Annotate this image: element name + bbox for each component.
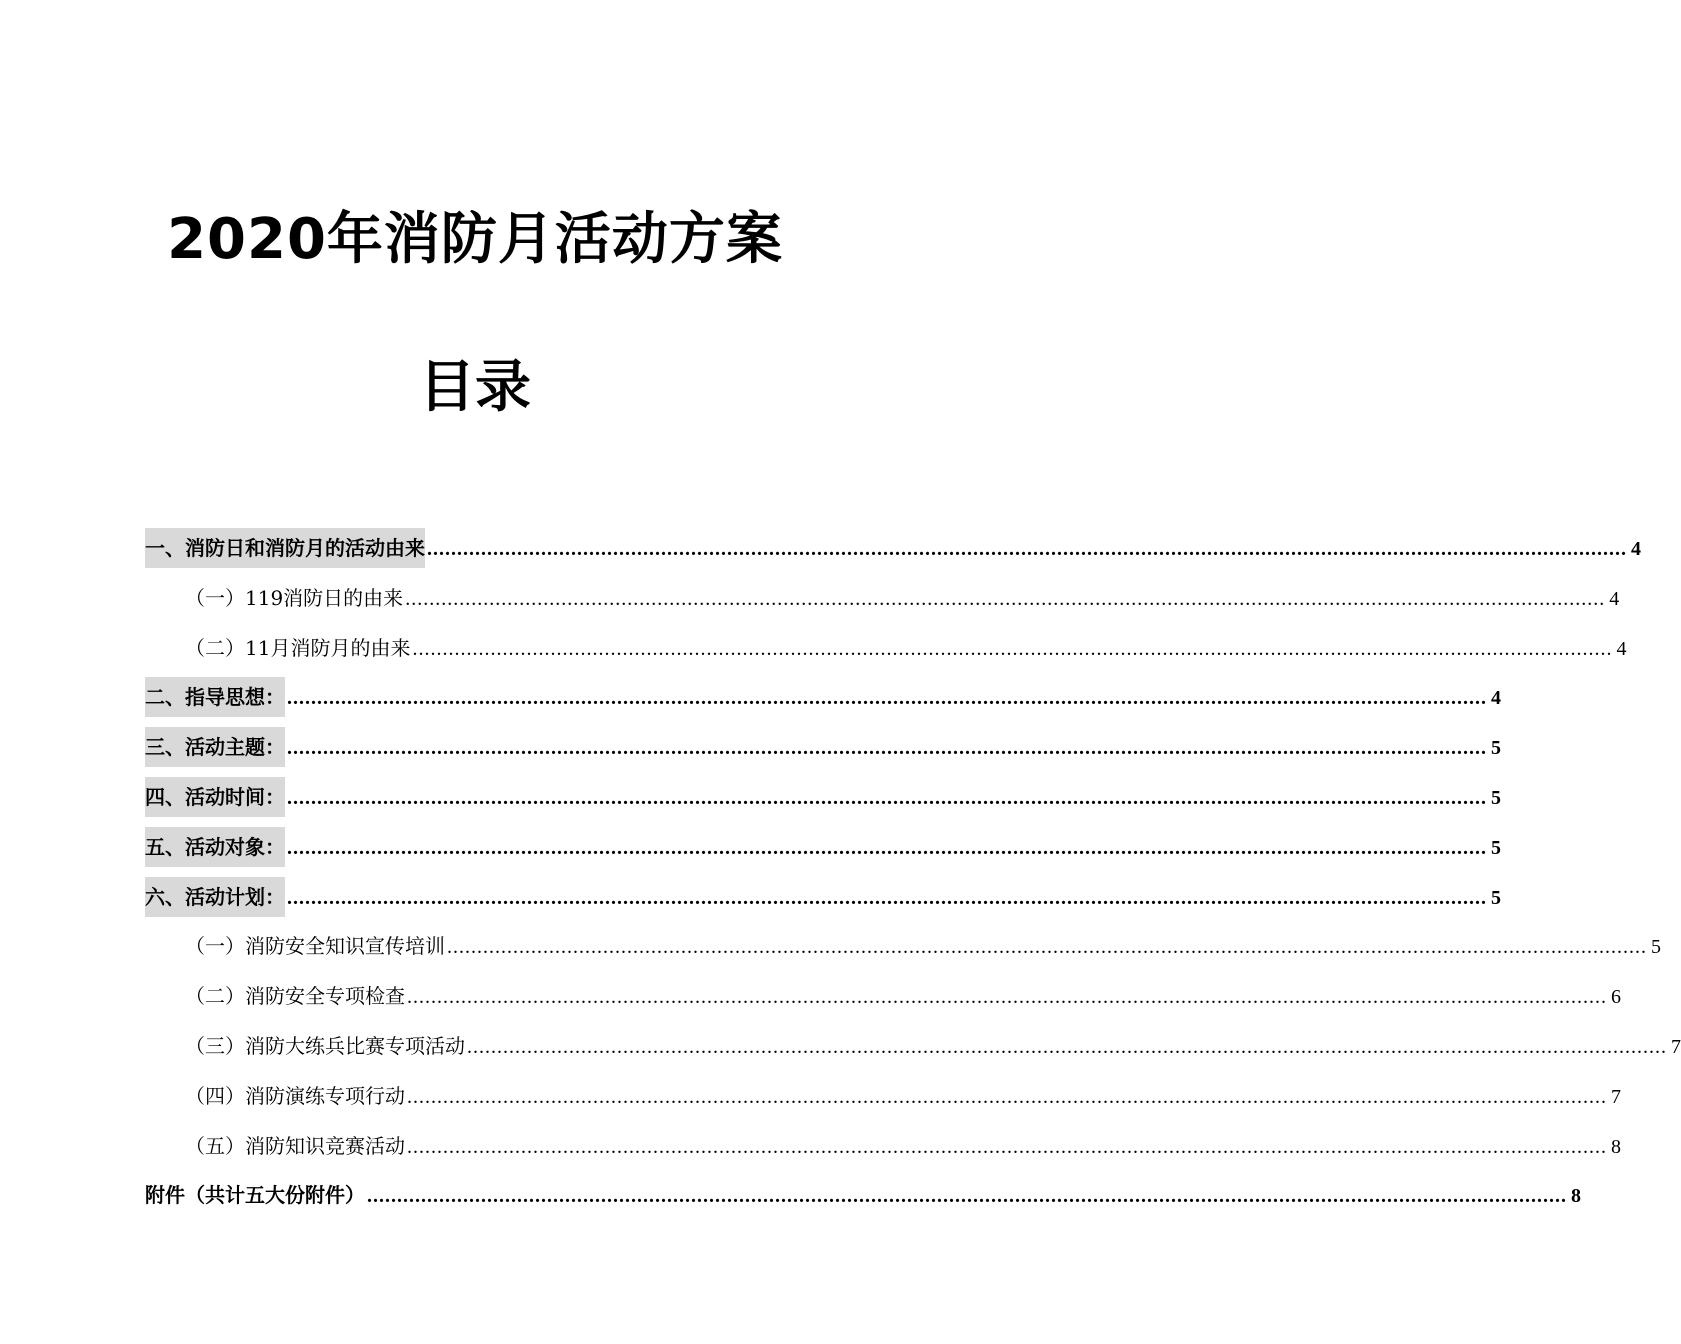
toc-page-number: 8 xyxy=(1611,1135,1621,1158)
toc-entry-label: （一）消防安全知识宣传培训 xyxy=(185,934,445,959)
toc-entry-label: （一）119消防日的由来 xyxy=(185,585,404,610)
dot-leader: ........................................................................................................................................................................................................ xyxy=(467,1035,1667,1058)
toc-entry-fire-drill[interactable] xyxy=(145,1076,1621,1126)
toc-entry-attachments[interactable] xyxy=(145,1175,1581,1225)
dot-leader: ........................................................................................................................................................................................................ xyxy=(287,836,1487,859)
dot-leader: ........................................................................................................................................................................................................ xyxy=(427,538,1627,560)
toc-entry-activity-theme[interactable] xyxy=(145,727,1501,777)
toc-page-number: 5 xyxy=(1491,836,1501,859)
toc-entry-label: 六、活动计划： xyxy=(145,877,285,917)
toc-page-number: 7 xyxy=(1671,1035,1681,1058)
toc-entry-label: 二、指导思想： xyxy=(145,677,285,717)
toc-page-number: 5 xyxy=(1491,786,1501,809)
toc-entry-label: （五）消防知识竞赛活动 xyxy=(185,1133,405,1158)
toc-entry-label: 一、消防日和消防月的活动由来 xyxy=(145,528,425,568)
toc-page-number: 4 xyxy=(1616,637,1627,660)
toc-entry-label: （三）消防大练兵比赛专项活动 xyxy=(185,1033,465,1058)
toc-entry-guiding-ideology[interactable] xyxy=(145,677,1501,727)
toc-entry-november-month[interactable] xyxy=(145,628,1627,678)
toc-page-number: 5 xyxy=(1651,936,1661,959)
toc-entry-safety-inspection[interactable] xyxy=(145,976,1621,1026)
toc-page-number: 7 xyxy=(1611,1085,1621,1108)
toc-page-number: 4 xyxy=(1609,587,1620,610)
dot-leader: ........................................................................................................................................................................................................ xyxy=(287,886,1487,909)
dot-leader: ........................................................................................................................................................................................................ xyxy=(407,986,1607,1009)
dot-leader: ........................................................................................................................................................................................................ xyxy=(367,1185,1567,1208)
dot-leader: ........................................................................................................................................................................................................ xyxy=(447,936,1647,959)
dot-leader: ........................................................................................................................................................................................................ xyxy=(287,786,1487,809)
dot-leader: ........................................................................................................................................................................................................ xyxy=(287,687,1487,710)
toc-page-number: 5 xyxy=(1491,737,1501,760)
toc-entry-label: （二）11月消防月的由来 xyxy=(185,635,411,660)
toc-entry-activity-target[interactable] xyxy=(145,827,1501,877)
document-title: 2020年消防月活动方案 xyxy=(167,207,783,272)
dot-leader: ........................................................................................................................................................................................................ xyxy=(412,637,1613,660)
toc-page-number: 5 xyxy=(1491,886,1501,909)
toc-page-number: 6 xyxy=(1611,986,1621,1009)
dot-leader: ........................................................................................................................................................................................................ xyxy=(405,587,1606,610)
toc-heading: 目录 xyxy=(419,355,531,420)
toc-entry-label: （四）消防演练专项行动 xyxy=(185,1083,405,1108)
dot-leader: ........................................................................................................................................................................................................ xyxy=(407,1085,1607,1108)
toc-entry-label: （二）消防安全专项检查 xyxy=(185,984,405,1009)
dot-leader: ........................................................................................................................................................................................................ xyxy=(407,1135,1607,1158)
toc-page-number: 4 xyxy=(1491,687,1501,710)
table-of-contents xyxy=(145,528,1681,1225)
toc-entry-drill-competition[interactable] xyxy=(145,1026,1681,1076)
toc-entry-label: 附件（共计五大份附件） xyxy=(145,1183,365,1208)
toc-entry-safety-training[interactable] xyxy=(145,926,1661,976)
toc-entry-activity-plan[interactable] xyxy=(145,877,1501,927)
dot-leader: ........................................................................................................................................................................................................ xyxy=(287,737,1487,760)
toc-page-number: 4 xyxy=(1631,538,1641,560)
toc-entry-label: 五、活动对象： xyxy=(145,827,285,867)
toc-entry-119-day[interactable] xyxy=(145,578,1620,628)
toc-entry-origin[interactable] xyxy=(145,528,1641,578)
toc-entry-label: 三、活动主题： xyxy=(145,727,285,767)
toc-entry-activity-time[interactable] xyxy=(145,777,1501,827)
toc-entry-label: 四、活动时间： xyxy=(145,777,285,817)
toc-page-number: 8 xyxy=(1571,1185,1581,1208)
toc-entry-knowledge-quiz[interactable] xyxy=(145,1126,1621,1176)
